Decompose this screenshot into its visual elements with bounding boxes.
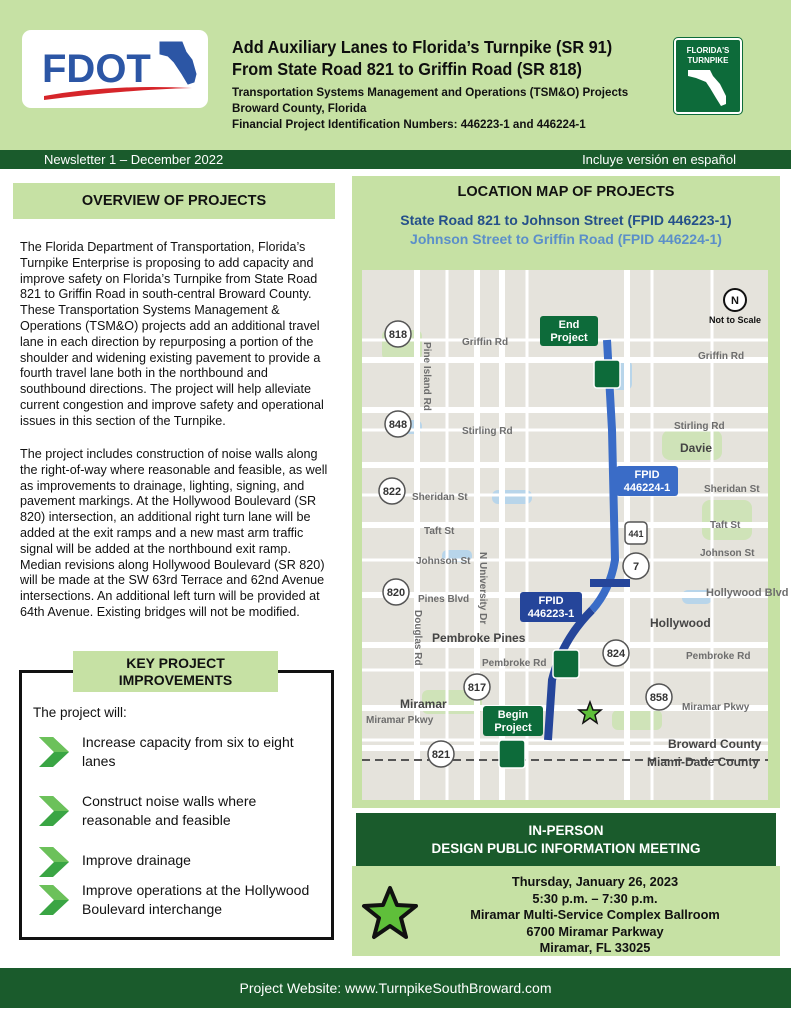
overview-paragraph-2: The project includes construction of noise walls along the right-of-way where reasonable and feasible, as well as improvements to drainage, lighting, signing, and pavement markings. At the Hollywood Boulevard (SR 820) intersection, an additional right turn lane will be added at the exit ramps and a new mast arm traffic signal will be added at the northbound exit ramp. Median revisions along Hollywood Boulevard (SR 820) will be made at the SW 63rd Terrace and 62nd Avenue intersections. An additional left turn will be provided at 64th Avenue. Existing bridges will not be modified. [20, 447, 328, 619]
svg-text:Project: Project [550, 332, 588, 344]
fpid-south-label [520, 592, 582, 622]
svg-text:N University Dr: N University Dr [477, 552, 488, 625]
fpid-north-label [616, 466, 678, 496]
svg-text:Pines Blvd: Pines Blvd [418, 594, 470, 605]
footer-website[interactable]: Project Website: www.TurnpikeSouthBroward.com [0, 968, 791, 1008]
svg-text:Johnson St: Johnson St [700, 548, 755, 559]
svg-text:824: 824 [606, 648, 626, 660]
newsletter-issue: Newsletter 1 – December 2022 [44, 152, 224, 167]
meeting-city: Miramar, FL 33025 [539, 940, 651, 955]
svg-text:441: 441 [628, 529, 644, 539]
svg-text:858: 858 [649, 692, 669, 704]
chevron-right-icon [37, 885, 69, 915]
overview-paragraph-1: The Florida Department of Transportation, Florida’s Turnpike Enterprise is proposing to add capacity and improve safety on Florida’s Turnpike from State Road 821 to Griffin Road in south-central Broward County. These Transportation Systems Management & Operations (TSM&O) projects add an additional travel lane in each direction by repurposing a portion of the shoulder and widening existing pavement to provide a fourth travel lane both in the northbound and southbound directions. The project will help alleviate current congestion and improve safety and operational issues in this section of the Turnpike. [20, 240, 324, 428]
svg-text:Project: Project [494, 722, 532, 734]
svg-text:Broward County: Broward County [668, 737, 762, 751]
newsletter-bar [0, 150, 791, 169]
project-subtitle-line1: Transportation Systems Management and Operations (TSM&O) Projects [232, 86, 629, 99]
location-map [362, 270, 789, 800]
svg-text:822: 822 [382, 486, 402, 498]
svg-text:Miami-Dade County: Miami-Dade County [647, 755, 760, 769]
svg-text:446223-1: 446223-1 [527, 608, 575, 620]
svg-text:848: 848 [388, 419, 408, 431]
project-subtitle-line2: Broward County, Florida [232, 102, 367, 115]
florida-turnpike-logo [674, 38, 742, 114]
svg-text:FPID: FPID [634, 469, 660, 481]
chevron-right-icon [37, 737, 69, 767]
svg-text:Douglas Rd: Douglas Rd [412, 610, 423, 666]
chevron-right-icon [37, 847, 69, 877]
svg-text:N: N [731, 295, 739, 307]
svg-text:821: 821 [431, 749, 451, 761]
meeting-date: Thursday, January 26, 2023 [511, 874, 679, 889]
project-title-line1: Add Auxiliary Lanes to Florida’s Turnpike (SR 91) [232, 37, 613, 57]
svg-text:End: End [558, 319, 580, 331]
svg-text:Taft St: Taft St [710, 520, 741, 531]
meeting-venue: Miramar Multi-Service Complex Ballroom [470, 907, 720, 922]
svg-text:Pine Island Rd: Pine Island Rd [421, 342, 432, 411]
turnpike-logo-line2: TURNPIKE [687, 56, 729, 65]
header-banner [0, 0, 791, 150]
svg-text:Griffin Rd: Griffin Rd [462, 337, 509, 348]
svg-text:Hollywood: Hollywood [650, 616, 711, 630]
north-arrow-icon [709, 289, 761, 325]
project-title-line2: From State Road 821 to Griffin Road (SR 818) [232, 59, 582, 79]
svg-text:Sheridan St: Sheridan St [704, 484, 760, 495]
svg-text:Pembroke Rd: Pembroke Rd [686, 651, 751, 662]
svg-text:FPID: FPID [538, 595, 564, 607]
svg-text:Taft St: Taft St [424, 526, 455, 537]
svg-text:7: 7 [632, 561, 640, 573]
project-fpid-line: Financial Project Identification Numbers: 446223-1 and 446224-1 [232, 118, 586, 131]
map-segment-1: State Road 821 to Johnson Street (FPID 446223-1) [400, 212, 732, 228]
svg-text:820: 820 [386, 587, 406, 599]
fdot-logo-graphic [22, 30, 208, 108]
meeting-details [420, 874, 770, 957]
spanish-version-note: Incluye versión en español [582, 152, 736, 167]
svg-text:Pembroke Pines: Pembroke Pines [432, 631, 526, 645]
meeting-heading: IN-PERSON DESIGN PUBLIC INFORMATION MEETING [356, 813, 776, 866]
svg-text:Miramar Pkwy: Miramar Pkwy [366, 715, 434, 726]
svg-text:Miramar Pkwy: Miramar Pkwy [682, 702, 750, 713]
begin-project-marker [483, 706, 543, 736]
star-icon [362, 886, 418, 940]
svg-text:817: 817 [467, 682, 487, 694]
svg-text:Sheridan St: Sheridan St [412, 492, 468, 503]
not-to-scale-note: Not to Scale [708, 315, 762, 325]
meeting-address: 6700 Miramar Parkway [526, 923, 664, 939]
map-graphic [362, 270, 789, 800]
fdot-logo-text: FDOT [42, 47, 151, 91]
meeting-time: 5:30 p.m. – 7:30 p.m. [532, 890, 658, 906]
florida-shape-icon [688, 70, 726, 106]
key-improvements-heading: KEY PROJECT IMPROVEMENTS [73, 651, 278, 692]
svg-text:Griffin Rd: Griffin Rd [698, 351, 745, 362]
turnpike-logo-line1: FLORIDA'S [686, 46, 730, 55]
svg-text:Davie: Davie [680, 441, 713, 455]
header-text [232, 36, 662, 133]
overview-heading: OVERVIEW OF PROJECTS [13, 183, 335, 219]
end-project-marker [540, 316, 598, 346]
svg-text:Pembroke Rd: Pembroke Rd [482, 658, 547, 669]
svg-text:Stirling Rd: Stirling Rd [462, 426, 513, 437]
key-improvements-intro: The project will: [33, 705, 127, 720]
svg-text:Begin: Begin [497, 709, 529, 721]
svg-text:Stirling Rd: Stirling Rd [674, 421, 725, 432]
svg-text:Miramar: Miramar [400, 697, 447, 711]
svg-text:Hollywood Blvd: Hollywood Blvd [706, 587, 789, 599]
svg-text:818: 818 [388, 329, 408, 341]
map-segment-2: Johnson Street to Griffin Road (FPID 446224-1) [410, 231, 722, 247]
chevron-right-icon [37, 796, 69, 826]
map-title: LOCATION MAP OF PROJECTS [457, 184, 675, 200]
svg-text:Johnson St: Johnson St [416, 556, 471, 567]
svg-text:446224-1: 446224-1 [623, 482, 671, 494]
fdot-logo [22, 30, 208, 108]
